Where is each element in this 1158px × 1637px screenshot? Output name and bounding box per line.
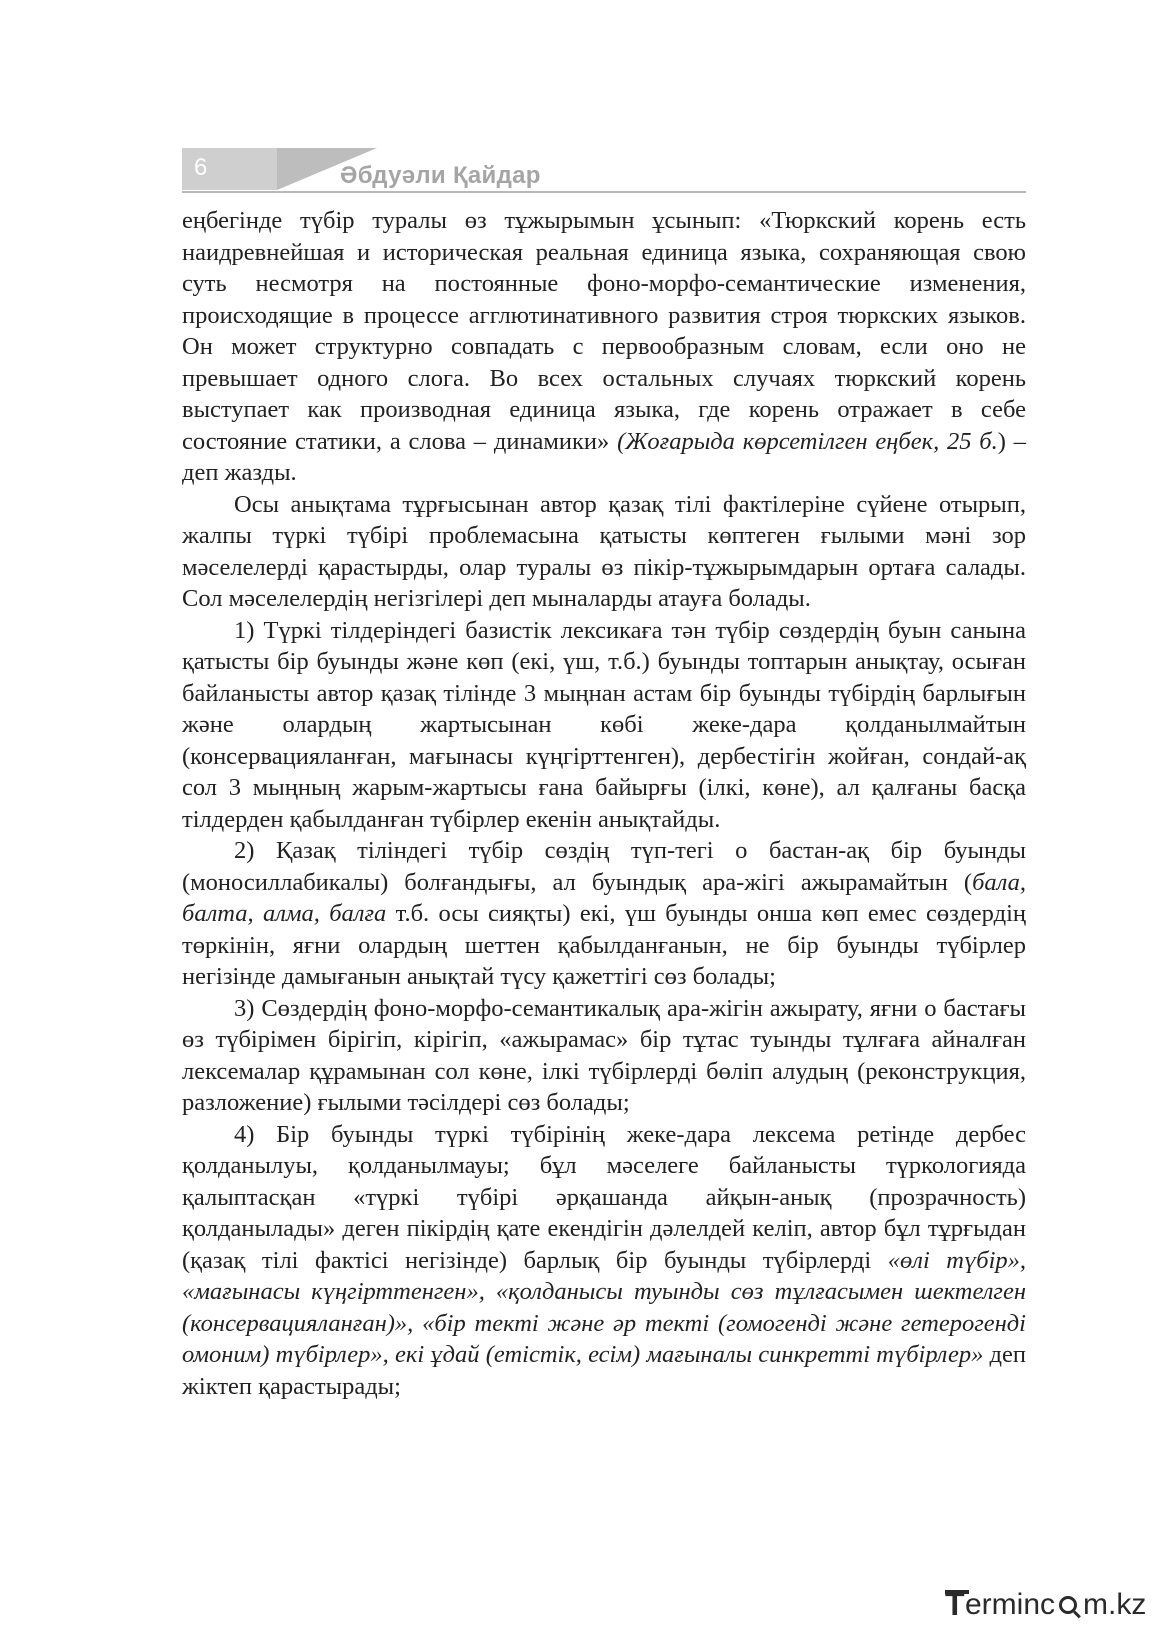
page-body [182, 205, 1026, 1402]
paragraph-6-text: 4) Бір буынды түркі түбірінің жеке-дара лексема ретінде дербес қолданылуы, қолданылмауы; бұл мәселеге байланысты түркологияда қалыптасқан «түркі түбірі әрқашанда айқын-анық (прозрачность) қолданылады» деген пікірдің қате екендігін дәлелдей келіп, автор бұл тұрғыдан (қазақ тілі фактісі негізінде) барлық бір буынды түбірлерді [182, 1120, 1026, 1274]
paragraph-5: 3) Сөздердің фоно-морфо-семантикалық ара-жігін ажырату, яғни о бастағы өз түбірімен бірігіп, кірігіп, «ажырамас» бір тұтас туынды тұлғаға айналған лексемалар құрамынан сол көне, ілкі түбірлерді бөліп алудың (реконструкция, разложение) ғылыми тәсілдері сөз болады; [182, 994, 1026, 1116]
paragraph-1-tail: ) – деп жазды. [182, 427, 1026, 486]
header-rule [182, 191, 1026, 193]
paragraph-4-examples: бала, балта, алма, балға [182, 868, 1026, 927]
paragraph-1-citation: (Жоғарыда көрсетілген еңбек, 25 б. [617, 427, 998, 455]
paragraph-3: 1) Түркі тілдеріндегі базистік лексикаға тән түбір сөздердің буын санына қатысты бір буынды және көп (екі, үш, т.б.) буынды топтарын анықтау, осыған байланысты автор қазақ тілінде 3 мыңнан астам бір буынды түбірдің барлығын және олардың жартысынан көбі жеке-дара қолданылмайтын (консервацияланған, мағынасы күңгірттенген), дербестігін жойған, сондай-ақ сол 3 мыңның жарым-жартысы ғана байырғы (ілкі, көне), ал қалғаны басқа тілдерден қабылданған түбірлер екенін анықтайды. [182, 616, 1026, 833]
paragraph-4-tail: т.б. осы сияқты) екі, үш буынды онша көп емес сөздердің төркінін, яғни олардың шеттен қабылданғанын, не бір буынды түбірлер негізінде дамығанын анықтай түсу қажеттігі сөз болады; [182, 900, 1026, 990]
paragraph-2: Осы анықтама тұрғысынан автор қазақ тілі фактілеріне сүйене отырып, жалпы түркі түбірі проблемасына қатысты көптеген ғылыми мәні зор мәселелерді қарастырды, олар туралы өз пікір-тұжырымдарын ортаға салады. Сол мәселелердің негізгілері деп мыналарды атауға болады. [182, 490, 1026, 612]
running-header [182, 148, 1026, 194]
termincom-logo [945, 1584, 1150, 1624]
paragraph-1-text: еңбегінде түбір туралы өз тұжырымын ұсынып: «Тюркский корень есть наидревнейшая и историческая реальная единица языка, сохраняющая свою суть несмотря на постоянные фоно-морфо-семантические изменения, происходящие в процессе агглютинативного развития строя тюркских языков. Он может структурно совпадать с первообразным словам, если оно не превышает одного слога. Во всех остальных случаях тюркский корень выступает как производная единица языка, где корень отражает в себе состояние статики, а слова – динамики» [182, 207, 1026, 455]
paragraph-4-text: 2) Қазақ тіліндегі түбір сөздің түп-тегі о бастан-ақ бір буынды (моносиллабикалы) болғандығы, ал буындық ара-жігі ажырамайтын ( [182, 837, 1026, 896]
logo-letter-t: T [945, 1586, 965, 1622]
paragraph-6-terms: «өлі түбір», «мағынасы күңгірттенген», «қолданысы туынды сөз тұлғасымен шектелген (консервацияланған)», «бір текті және әр текті (гомогенді және гетерогенді омоним) түбірлер», екі ұдай (етістік, есім) мағыналы синкретті түбірлер» [182, 1246, 1027, 1368]
paragraph-6 [182, 1119, 1026, 1403]
logo-text-end: m.kz [1083, 1588, 1147, 1621]
paragraph-4 [182, 835, 1026, 993]
magnifier-handle [1073, 1611, 1081, 1619]
logo-text-start: erminc [965, 1588, 1056, 1621]
paragraph-1 [182, 205, 1026, 489]
running-title: Әбдуәли Қайдар [340, 162, 541, 189]
paragraph-6-tail: деп жіктеп қарастырады; [182, 1341, 1026, 1400]
page-number: 6 [194, 154, 208, 181]
